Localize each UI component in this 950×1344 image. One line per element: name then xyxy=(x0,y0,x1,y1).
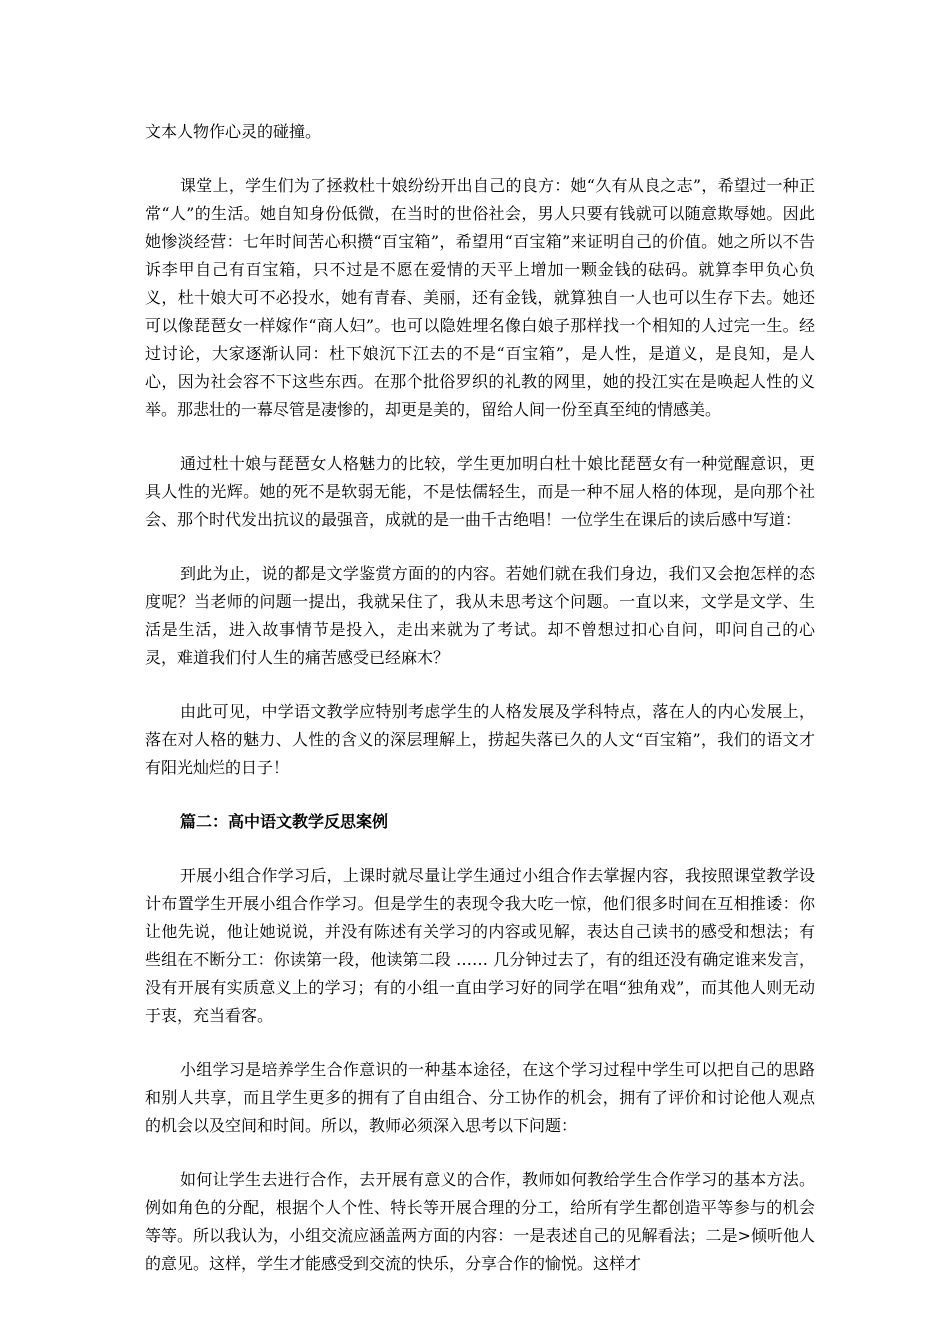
document-body xyxy=(145,118,815,1304)
paragraph-continuation: 文本人物作心灵的碰撞。 xyxy=(145,122,322,141)
paragraph-conclusion: 由此可见，中学语文教学应特别考虑学生的人格发展及学科特点，落在人的内心发展上，落在对人格的魅力、人性的含义的深层理解上，捞起失落已久的人文“百宝箱”，我们的语文才有阳光灿烂的日子！ xyxy=(145,702,815,777)
paragraph-group-learning-value: 小组学习是培养学生合作意识的一种基本途径，在这个学习过程中学生可以把自己的思路和别人共享，而且学生更多的拥有了自由组合、分工协作的机会，拥有了评价和讨论他人观点的机会以及空间和时间。所以，教师必须深入思考以下问题： xyxy=(145,1060,815,1135)
paragraph-group-learning-method: 如何让学生去进行合作，去开展有意义的合作，教师如何教给学生合作学习的基本方法。例如角色的分配，根据个人个性、特长等开展合理的分工，给所有学生都创造平等参与的机会等等。所以我认为，小组交流应涵盖两方面的内容：一是表述自己的见解看法；二是>倾听他人的意见。这样，学生才能感受到交流的快乐，分享合作的愉悦。这样才 xyxy=(145,1170,815,1273)
paragraph-group-learning-problem: 开展小组合作学习后，上课时就尽量让学生通过小组合作去掌握内容，我按照课堂教学设计布置学生开展小组合作学习。但是学生的表现令我大吃一惊，他们很多时间在互相推诿：你让他先说，他让她说说，并没有陈述有关学习的内容或见解，表达自己读书的感受和想法；有些组在不断分工：你读第一段，他读第二段 …… 几分钟过去了，有的组还没有确定谁来发言，没有开展有实质意义上的学习；有的小组一直由学习好的同学在唱“独角戏”，而其他人则无动于衷，充当看客。 xyxy=(145,866,815,1025)
paragraph-student-reflection: 到此为止，说的都是文学鉴赏方面的的内容。若她们就在我们身边，我们又会抱怎样的态度呢？当老师的问题一提出，我就呆住了，我从未思考这个问题。一直以来，文学是文学、生活是生活，进入故事情节是投入，走出来就为了考试。却不曾想过扣心自问，叩问自己的心灵，难道我们付人生的痛苦感受已经麻木？ xyxy=(145,564,815,667)
paragraph-classroom-discussion: 课堂上，学生们为了拯救杜十娘纷纷开出自己的良方：她“久有从良之志”，希望过一种正常“人”的生活。她自知身份低微，在当时的世俗社会，男人只要有钱就可以随意欺辱她。因此她惨淡经营：七年时间苦心积攒“百宝箱”，希望用“百宝箱”来证明自己的价值。她之所以不告诉李甲自己有百宝箱，只不过是不愿在爱情的天平上增加一颗金钱的砝码。就算李甲负心负义，杜十娘大可不必投水，她有青春、美丽，还有金钱，就算独自一人也可以生存下去。她还可以像琵琶女一样嫁作“商人妇”。也可以隐姓埋名像白娘子那样找一个相知的人过完一生。经过讨论，大家逐渐认同：杜下娘沉下江去的不是“百宝箱”，是人性，是道义，是良知，是人心，因为社会容不下这些东西。在那个批俗罗织的礼教的网里，她的投江实在是唤起人性的义举。那悲壮的一幕尽管是凄惨的，却更是美的，留给人间一份至真至纯的情感美。 xyxy=(145,176,815,419)
paragraph-character-comparison: 通过杜十娘与琵琶女人格魅力的比较，学生更加明白杜十娘比琵琶女有一种觉醒意识，更具人性的光辉。她的死不是软弱无能，不是怯儒轻生，而是一种不屈人格的体现，是向那个社会、那个时代发出抗议的最强音，成就的是一曲千古绝唱！一位学生在课后的读后感中写道： xyxy=(145,454,815,529)
section-heading: 篇二：高中语文教学反思案例 xyxy=(180,812,389,831)
